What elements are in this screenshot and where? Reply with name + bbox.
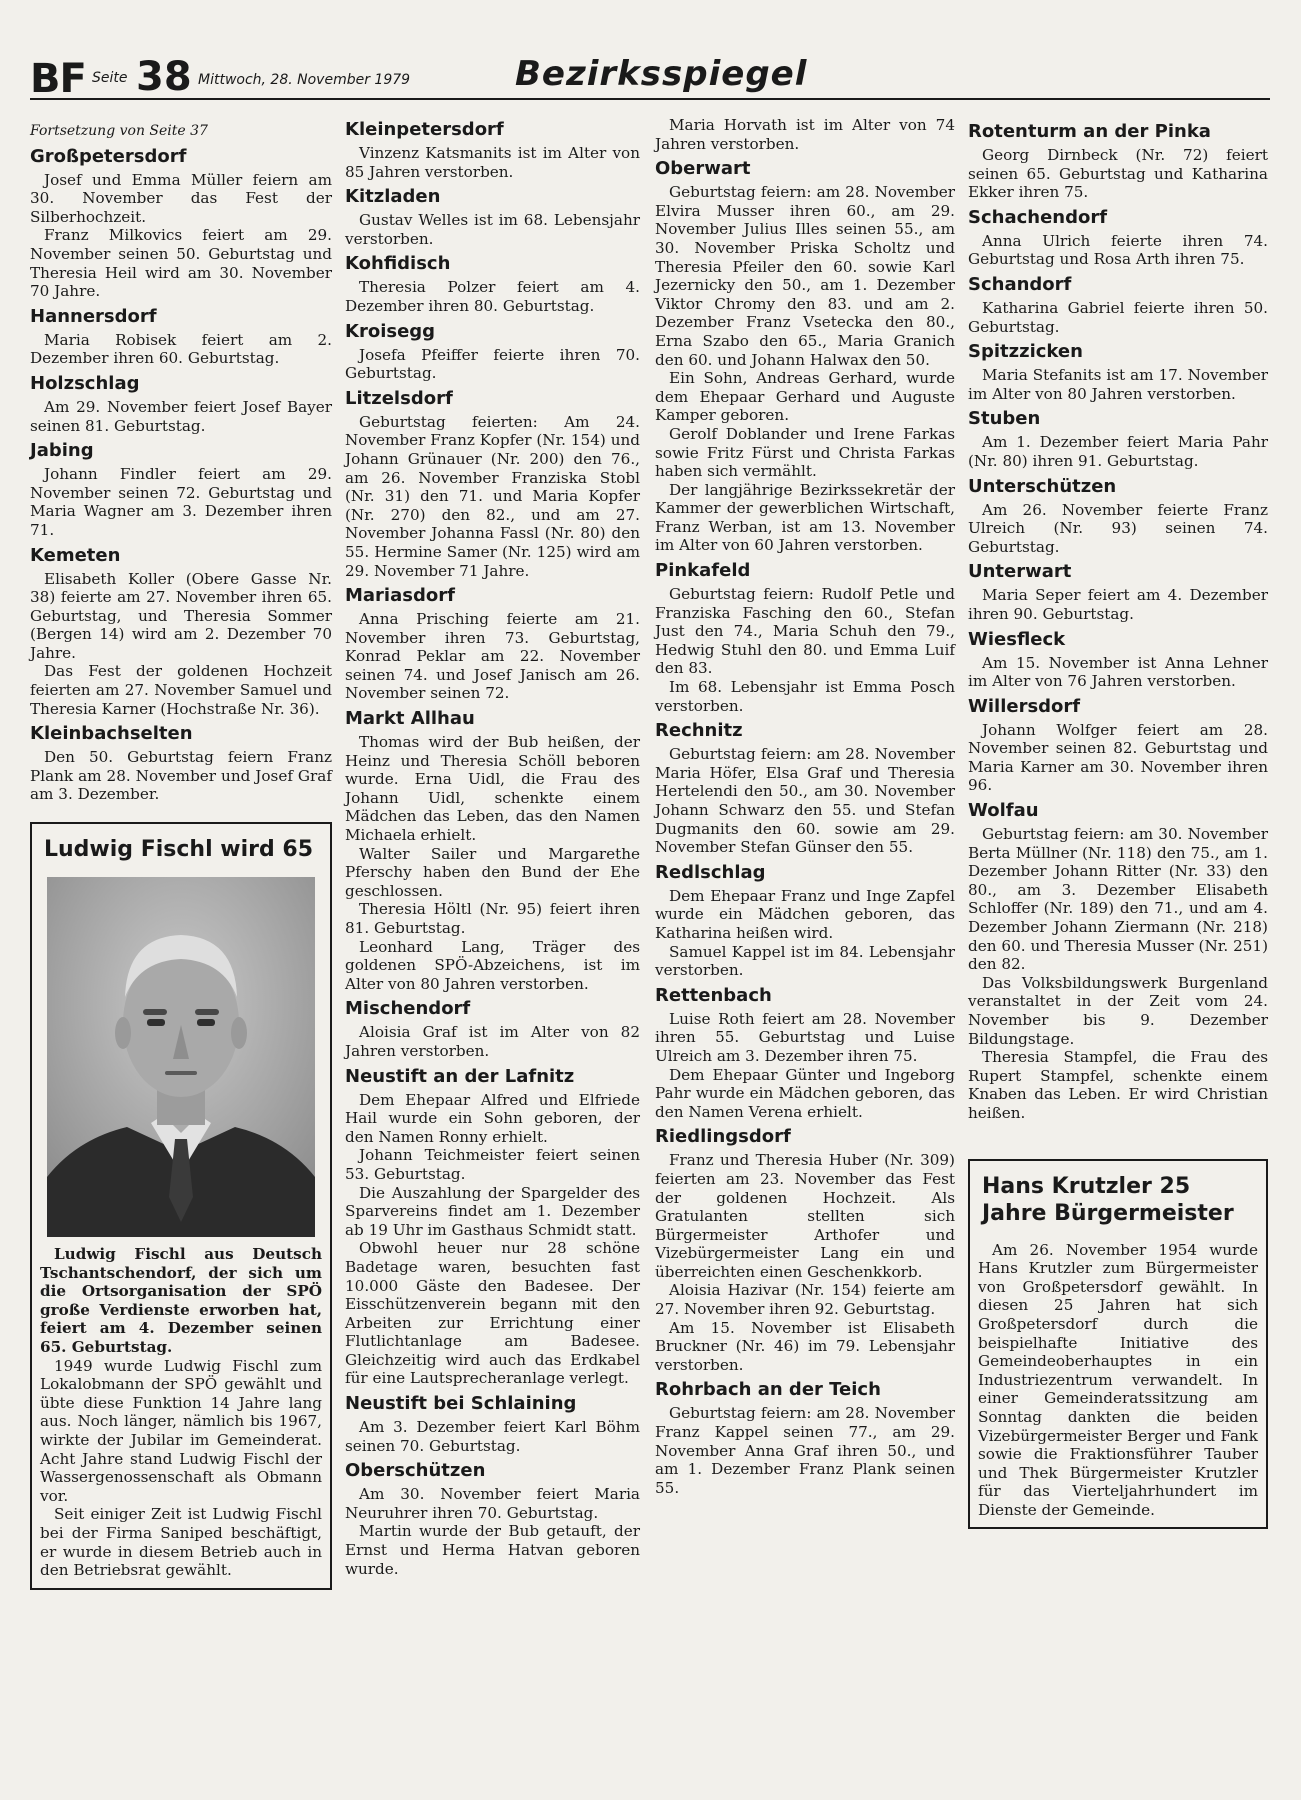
article-heading: Riedlingsdorf [655, 1126, 791, 1148]
article-paragraph: Theresia Höltl (Nr. 95) feiert ihren 81. Geburtstag. [345, 900, 640, 937]
article-paragraph: Vinzenz Katsmanits ist im Alter von 85 Jahren verstorben. [345, 144, 640, 181]
article-paragraph: Das Fest der goldenen Hochzeit feierten am 27. November Samuel und Theresia Karner (Hochstraße Nr. 36). [30, 662, 332, 718]
article-oberschuetzen [345, 1460, 640, 1578]
article-riedlingsdorf [655, 1126, 955, 1374]
article-heading: Oberwart [655, 158, 751, 180]
article-rotenturm [968, 121, 1268, 202]
article-heading: Großpetersdorf [30, 145, 187, 167]
article-willersdorf [968, 696, 1268, 795]
article-unterschuetzen [968, 476, 1268, 557]
feature-paragraph: 1949 wurde Ludwig Fischl zum Lokalobmann der SPÖ gewählt und übte diese Funktion 14 Jahre lang aus. Noch länger, nämlich bis 1967, wirkte der Jubilar im Gemeinderat. Acht Jahre stand Ludwig Fischl der Wassergenossenschaft als Obmann vor. [40, 1356, 322, 1505]
article-jabing [30, 440, 332, 539]
article-paragraph: Geburtstag feiern: am 28. November Elvira Musser ihren 60., am 29. November Julius Illes seinen 55., am 30. November Priska Scholtz und Theresia Pfeiler den 60. sowie Karl Jezernicky den 50., am 1. Dezember Viktor Chromy den 83. und am 2. Dezember Franz Vsetecka den 80., Erna Szabo den 65., Maria Granich den 60. und Johann Halwax den 50. [655, 183, 955, 369]
article-kleinpetersdorf [345, 119, 640, 181]
article-mariasdorf [345, 585, 640, 703]
article-paragraph: Maria Horvath ist im Alter von 74 Jahren verstorben. [655, 116, 955, 153]
article-paragraph: Maria Seper feiert am 4. Dezember ihren 90. Geburtstag. [968, 586, 1268, 623]
article-paragraph: Am 30. November feiert Maria Neuruhrer ihren 70. Geburtstag. [345, 1485, 640, 1522]
article-heading: Schachendorf [968, 206, 1108, 228]
article-paragraph: Josefa Pfeiffer feierte ihren 70. Geburtstag. [345, 345, 640, 383]
article-kemeten [30, 545, 332, 719]
article-paragraph: Im 68. Lebensjahr ist Emma Posch verstorben. [655, 678, 955, 715]
article-rohrbach [655, 1379, 955, 1497]
column-1 [30, 122, 332, 1590]
article-heading: Mariasdorf [345, 585, 455, 607]
article-paragraph: Maria Stefanits ist am 17. November im Alter von 80 Jahren verstorben. [968, 366, 1268, 403]
page-number: 38 [136, 54, 192, 100]
article-paragraph: Am 1. Dezember feiert Maria Pahr (Nr. 80) ihren 91. Geburtstag. [968, 433, 1268, 470]
article-paragraph: Walter Sailer und Margarethe Pferschy haben den Bund der Ehe geschlossen. [345, 844, 640, 900]
column-3 [655, 116, 955, 1497]
article-heading: Litzelsdorf [345, 387, 453, 409]
article-paragraph: Katharina Gabriel feierte ihren 50. Geburtstag. [968, 298, 1268, 336]
article-heading: Wolfau [968, 800, 1039, 822]
article-heading: Rotenturm an der Pinka [968, 121, 1211, 142]
article-paragraph: Am 15. November ist Anna Lehner im Alter von 76 Jahren verstorben. [968, 653, 1268, 691]
article-paragraph: Am 26. November feierte Franz Ulreich (Nr. 93) seinen 74. Geburtstag. [968, 500, 1268, 556]
article-paragraph: Martin wurde der Bub getauft, der Ernst und Herma Hatvan geboren wurde. [345, 1522, 640, 1578]
article-paragraph: Franz Milkovics feiert am 29. November seinen 50. Geburtstag und Theresia Heil wird am 30. November 70 Jahre. [30, 226, 332, 301]
portrait-photo [47, 877, 315, 1237]
article-paragraph: Luise Roth feiert am 28. November ihren 55. Geburtstag und Luise Ulreich am 3. Dezember ihren 75. [655, 1009, 955, 1065]
article-holzschlag [30, 373, 332, 435]
article-paragraph: Anna Ulrich feierte ihren 74. Geburtstag und Rosa Arth ihren 75. [968, 231, 1268, 269]
article-paragraph: Dem Ehepaar Günter und Ingeborg Pahr wurde ein Mädchen geboren, das den Namen Verena erhielt. [655, 1065, 955, 1121]
portrait-image [47, 877, 315, 1237]
article-paragraph: Gustav Welles ist im 68. Lebensjahr verstorben. [345, 211, 640, 248]
article-spitzzicken [968, 341, 1268, 403]
article-grosspetersdorf [30, 146, 332, 301]
article-heading: Jabing [30, 440, 94, 462]
article-kohfidisch [345, 253, 640, 315]
article-wiesfleck [968, 629, 1268, 691]
article-schachendorf [968, 207, 1268, 269]
article-rettenbach [655, 985, 955, 1122]
article-heading: Kitzladen [345, 186, 441, 208]
article-litzelsdorf [345, 388, 640, 580]
feature-box-fischl [30, 822, 332, 1590]
article-heading: Rechnitz [655, 720, 743, 742]
feature-paragraph: Am 26. November 1954 wurde Hans Krutzler zum Bürgermeister von Großpetersdorf gewählt. In diesen 25 Jahren hat sich Großpetersdorf durch die beispielhafte Initiative des Gemeindeoberhauptes in ein Industriezentrum verwandelt. In einer Gemeinderatssitzung am Sonntag dankten die beiden Vizebürgermeister Berger und Fank sowie die Fraktionsführer Tauber und Thek Bürgermeister Krutzler für das Vierteljahrhundert im Dienste der Gemeinde. [978, 1240, 1258, 1519]
article-paragraph: Theresia Stampfel, die Frau des Rupert Stampfel, schenkte einem Knaben das Leben. Er wird Christian heißen. [968, 1048, 1268, 1122]
article-heading: Kemeten [30, 544, 121, 566]
article-heading: Kroisegg [345, 320, 436, 342]
article-markt-allhau [345, 708, 640, 993]
feature-lead: Ludwig Fischl aus Deutsch Tschantschendorf, der sich um die Ortsorganisation der SPÖ große Verdienste erworben hat, feiert am 4. Dezember seinen 65. Geburtstag. [40, 1245, 322, 1356]
article-heading: Stuben [968, 408, 1041, 430]
article-paragraph: Johann Findler feiert am 29. November seinen 72. Geburtstag und Maria Wagner am 3. Dezember ihren 71. [30, 465, 332, 539]
article-paragraph: Das Volksbildungswerk Burgenland veranstaltet in der Zeit vom 24. November bis 9. Dezember Bildungstage. [968, 973, 1268, 1048]
article-paragraph: Samuel Kappel ist im 84. Lebensjahr verstorben. [655, 942, 955, 980]
article-mischendorf [345, 998, 640, 1060]
article-paragraph: Am 3. Dezember feiert Karl Böhm seinen 70. Geburtstag. [345, 1418, 640, 1455]
article-paragraph: Geburtstag feiern: am 30. November Berta Müllner (Nr. 118) den 75., am 1. Dezember Johann Ritter (Nr. 33) den 80., am 3. Dezember Elisabeth Schloffer (Nr. 189) den 71., und am 4. Dezember Johann Ziermann (Nr. 218) den 60. und Theresia Musser (Nr. 251) den 82. [968, 825, 1268, 974]
article-oberwart [655, 158, 955, 555]
article-paragraph: Johann Teichmeister feiert seinen 53. Geburtstag. [345, 1146, 640, 1183]
article-heading: Oberschützen [345, 1460, 486, 1482]
article-paragraph: Ein Sohn, Andreas Gerhard, wurde dem Ehepaar Gerhard und Auguste Kamper geboren. [655, 369, 955, 425]
column-4 [968, 122, 1268, 1529]
feature-paragraph: Seit einiger Zeit ist Ludwig Fischl bei der Firma Saniped beschäftigt, er wurde in diesem Betrieb auch in den Betriebsrat gewählt. [40, 1505, 322, 1580]
article-neustift-schlaining [345, 1393, 640, 1455]
article-paragraph: Johann Wolfger feiert am 28. November seinen 82. Geburtstag und Maria Karner am 30. November ihren 96. [968, 720, 1268, 795]
article-wolfau [968, 800, 1268, 1123]
article-paragraph: Maria Robisek feiert am 2. Dezember ihren 60. Geburtstag. [30, 330, 332, 368]
article-paragraph: Die Auszahlung der Spargelder des Sparvereins findet am 1. Dezember ab 19 Uhr im Gasthaus Schmidt statt. [345, 1183, 640, 1239]
article-paragraph: Elisabeth Koller (Obere Gasse Nr. 38) feierte am 27. November ihren 65. Geburtstag, und Theresia Sommer (Bergen 14) wird am 2. Dezember 70 Jahre. [30, 569, 332, 662]
article-paragraph: Gerolf Doblander und Irene Farkas sowie Fritz Fürst und Christa Farkas haben sich vermählt. [655, 424, 955, 481]
article-schandorf [968, 274, 1268, 336]
article-paragraph: Dem Ehepaar Alfred und Elfriede Hail wurde ein Sohn geboren, der den Namen Ronny erhielt. [345, 1090, 640, 1146]
article-paragraph: Geburtstag feierten: Am 24. November Franz Kopfer (Nr. 154) und Johann Grünauer (Nr. 200) den 76., am 26. November Franziska Stobl (Nr. 31) den 71. und Maria Kopfer (Nr. 270) den 82., und am 27. November Johanna Fassl (Nr. 80) den 55. Hermine Samer (Nr. 125) wird am 29. November 71 Jahre. [345, 412, 640, 580]
article-paragraph: Obwohl heuer nur 28 schöne Badetage waren, besuchten fast 10.000 Gäste den Badesee. Der Eisschützenverein begann mit den Arbeiten zur Errichtung einer Flutlichtanlage am Badesee. Gleichzeitig wird auch das Erdkabel für eine Lautsprecheranlage verlegt. [345, 1239, 640, 1388]
article-heading: Rohrbach an der Teich [655, 1379, 881, 1401]
article-heading: Schandorf [968, 273, 1072, 295]
article-paragraph: Aloisia Hazivar (Nr. 154) feierte am 27. November ihren 92. Geburtstag. [655, 1281, 955, 1319]
article-paragraph: Theresia Polzer feiert am 4. Dezember ihren 80. Geburtstag. [345, 278, 640, 315]
page-label: Seite [92, 70, 128, 86]
feature-title: Ludwig Fischl wird 65 [44, 837, 314, 863]
article-heading: Redlschlag [655, 861, 766, 883]
article-paragraph: Geburtstag feiern: am 28. November Maria Höfer, Elsa Graf und Theresia Hertelendi den 50., am 30. November Johann Schwarz den 55. und Stefan Dugmanits den 60. sowie am 29. November Stefan Günser den 55. [655, 745, 955, 857]
article-pinkafeld [655, 560, 955, 715]
article-paragraph: Am 15. November ist Elisabeth Bruckner (Nr. 46) im 79. Lebensjahr verstorben. [655, 1318, 955, 1374]
article-kroisegg [345, 321, 640, 383]
article-paragraph: Geburtstag feiern: am 28. November Franz Kappel seinen 77., am 29. November Anna Graf ihren 50., und am 1. Dezember Franz Plank seinen 55. [655, 1404, 955, 1497]
article-paragraph: Leonhard Lang, Träger des goldenen SPÖ-Abzeichens, ist im Alter von 80 Jahren verstorben. [345, 937, 640, 993]
article-heading: Neustift an der Lafnitz [345, 1065, 575, 1087]
article-hannersdorf [30, 306, 332, 368]
article-heading: Pinkafeld [655, 560, 751, 582]
article-continued [655, 116, 955, 153]
publication-logo: BF [30, 56, 86, 102]
article-heading: Mischendorf [345, 998, 471, 1020]
article-heading: Wiesfleck [968, 628, 1066, 650]
article-paragraph: Anna Prisching feierte am 21. November ihren 73. Geburtstag, Konrad Peklar am 22. November seinen 74. und Josef Janisch am 26. November seinen 72. [345, 610, 640, 703]
masthead [30, 48, 1270, 100]
article-paragraph: Der langjährige Bezirkssekretär der Kammer der gewerblichen Wirtschaft, Franz Werban, ist am 13. November im Alter von 60 Jahren verstorben. [655, 480, 955, 555]
article-heading: Kohfidisch [345, 253, 451, 275]
article-rechnitz [655, 720, 955, 857]
article-paragraph: Den 50. Geburtstag feiern Franz Plank am 28. November und Josef Graf am 3. Dezember. [30, 748, 332, 804]
feature-title: Hans Krutzler 25 Jahre Bürgermeister [982, 1173, 1234, 1226]
article-paragraph: Josef und Emma Müller feiern am 30. November das Fest der Silberhochzeit. [30, 170, 332, 226]
article-heading: Kleinbachselten [30, 723, 193, 745]
article-redlschlag [655, 862, 955, 980]
article-unterwart [968, 561, 1268, 623]
article-heading: Rettenbach [655, 984, 772, 1006]
article-paragraph: Aloisia Graf ist im Alter von 82 Jahren verstorben. [345, 1023, 640, 1060]
article-kleinbachselten [30, 723, 332, 804]
issue-date: Mittwoch, 28. November 1979 [198, 72, 411, 88]
article-heading: Willersdorf [968, 695, 1081, 717]
article-heading: Unterwart [968, 561, 1072, 583]
column-2 [345, 119, 640, 1578]
article-paragraph: Thomas wird der Bub heißen, der Heinz und Theresia Schöll beboren wurde. Erna Uidl, die Frau des Johann Uidl, schenkte einem Mädchen das Leben, das den Namen Michaela erhielt. [345, 733, 640, 845]
article-heading: Hannersdorf [30, 305, 157, 327]
article-heading: Holzschlag [30, 372, 140, 394]
article-paragraph: Geburtstag feiern: Rudolf Petle und Franziska Fasching den 60., Stefan Just den 74., Maria Schuh den 79., Hedwig Stuhl den 80. und Emma Luif den 83. [655, 585, 955, 678]
article-heading: Unterschützen [968, 475, 1117, 497]
feature-box-krutzler [968, 1159, 1268, 1530]
article-heading: Neustift bei Schlaining [345, 1393, 577, 1415]
article-paragraph: Georg Dirnbeck (Nr. 72) feiert seinen 65. Geburtstag und Katharina Ekker ihren 75. [968, 146, 1268, 202]
article-stuben [968, 408, 1268, 470]
article-neustift-lafnitz [345, 1066, 640, 1389]
article-heading: Markt Allhau [345, 708, 475, 730]
continuation-note: Fortsetzung von Seite 37 [30, 123, 208, 139]
article-heading: Kleinpetersdorf [345, 119, 504, 140]
section-title: Bezirksspiegel [515, 54, 808, 94]
article-paragraph: Am 29. November feiert Josef Bayer seinen 81. Geburtstag. [30, 397, 332, 435]
article-paragraph: Dem Ehepaar Franz und Inge Zapfel wurde ein Mädchen geboren, das Katharina heißen wird. [655, 886, 955, 942]
article-heading: Spitzzicken [968, 341, 1083, 363]
article-kitzladen [345, 186, 640, 248]
article-paragraph: Franz und Theresia Huber (Nr. 309) feierten am 23. November das Fest der goldenen Hochzeit. Als Gratulanten stellten sich Bürgermeister Arthofer und Vizebürgermeister Lang ein und überreichten einen Geschenkkorb. [655, 1151, 955, 1281]
